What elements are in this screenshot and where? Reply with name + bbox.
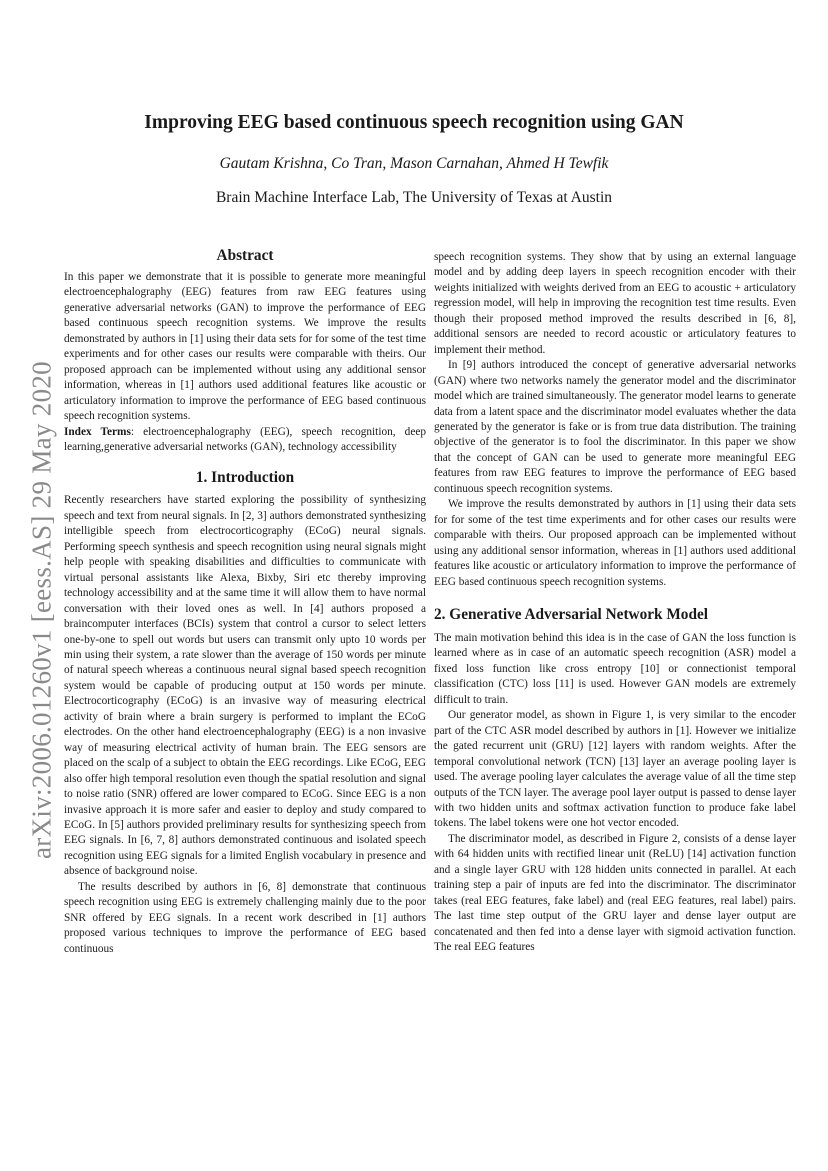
arxiv-identifier: arXiv:2006.01260v1 [eess.AS] 29 May 2020 [26,361,57,859]
paper-header [0,112,828,207]
gan-section-heading: 2. Generative Adversarial Network Model [434,605,709,623]
affiliation: Brain Machine Interface Lab, The University of Texas at Austin [215,189,613,206]
gan-paragraph-3: The discriminator model, as described in Figure 2, consists of a dense layer with 64 hidden units with rectified linear unit (ReLU) [14] activation function and a single layer GRU with 128 hidden units connected in parallel. At each training step a pair of inputs are fed into the discriminator. The discriminator takes (real EEG features, fake label) and (real EEG features, real label) pairs. The last time step output of the GRU layer and dense layer output are concatenated and then fed into a dense layer with sigmoid activation function. The real EEG features [434,832,796,954]
intro-paragraph-1: Recently researchers have started exploring the possibility of synthesizing speech and text from neural signals. In [2, 3] authors demonstrated synthesizing intelligible speech from electrocorticography (ECoG) neural signals. Performing speech synthesis and speech recognition using neural signals might help people with speaking disabilities and difficulties to communicate with virtual personal assistants like Alexa, Bixby, Siri etc thereby improving technology accessibility and at the same time it will allow them to have normal conversation with their loved ones as well. In [4] authors proposed a braincomputer interfaces (BCIs) system that control a cursor to select letters one-by-one to spell out words but users can transmit only upto 10 words per min using their system, a rate slower than the average of 150 words per minute of natural speech whereas a continuous neural signal based speech recognition system would be capable of producing output at 150 words per minute. Electrocorticography (ECoG) is an invasive way of measuring electrical activity of brain where a brain surgery is performed to implant the ECoG electrodes. On the other hand electroencephalography (EEG) is a non invasive way of measuring electrical activity of human brain. The EEG sensors are placed on the scalp of a subject to obtain the EEG recordings. Like ECoG, EEG also offer high temporal resolution even though the spatial resolution and signal to noise ratio (SNR) offered are lower compared to ECoG. Since EEG is a non invasive approach it is more safer and easier to deploy and study compared to ECoG. In [5] authors provided preliminary results for synthesizing speech from EEG signals. In [6, 7, 8] authors demonstrated continuous and isolated speech recognition using EEG signals for a limited English vocabulary in presence and absence of background noise. [64,494,426,878]
paper-title: Improving EEG based continuous speech recognition using GAN [144,112,684,133]
intro-paragraph-5: We improve the results demonstrated by authors in [1] using their data sets for for some of the test time experiments and for other cases our results were comparable with theirs. Our proposed approach can be implemented without using any additional sensor information, whereas in [1] authors used additional features like acoustic or articulatory information to improve the performance of EEG based continuous speech recognition systems. [434,498,796,588]
index-terms-label: Index Terms [64,425,131,438]
gan-paragraph-1: The main motivation behind this idea is in the case of GAN the loss function is learned where as in case of an automatic speech recognition (ASR) model a fixed loss function like cross entropy [10] or connectionist temporal classification (CTC) loss [11] is used. However GAN models are extremely difficult to train. [434,631,796,706]
intro-paragraph-4: In [9] authors introduced the concept of generative adversarial networks (GAN) where two networks namely the generator model and the discriminator model which are trained simultaneously. The generator model learns to generate data from a latent space and the discriminator model evaluates whether the data generated by the generator is fake or is from true data distribution. The training objective of the generator is to fool the discriminator. In this paper we show that the concept of GAN can be used to generate more meaningful EEG features from raw EEG features to improve the performance of EEG based continuous speech recognition systems. [434,359,796,495]
arxiv-sidebar [22,340,62,880]
right-column [434,250,796,955]
gan-paragraph-2: Our generator model, as shown in Figure 1, is very similar to the encoder part of the CTC ASR model described by authors in [1]. However we initialize the gated recurrent unit (GRU) [12] layers with random weights. After the temporal convolutional network (TCN) [13] layer an average pooling layer is used. The average pooling layer calculates the average value of all the time step outputs of the TCN layer. The average pool layer output is passed to dense layer with two hidden units and softmax activation function to produce fake label tokens. The label tokens were one hot vector encoded. [434,709,796,830]
index-terms [64,425,426,456]
index-terms-text: : electroencephalography (EEG), speech recognition, deep learning,generative adversarial networks (GAN), technology accessibility [64,425,427,453]
introduction-heading: 1. Introduction [195,469,295,487]
abstract-body: In this paper we demonstrate that it is possible to generate more meaningful electroencephalography (EEG) features from raw EEG features using generative adversarial networks (GAN) to improve the performance of EEG based continuous speech recognition systems. We improve the results demonstrated by authors in [1] using their data sets for for some of the test time experiments and for other cases our results were comparable with theirs. Our proposed approach can be implemented without using any additional sensor information, whereas in [1] authors used additional features like acoustic or articulatory information to improve the performance of EEG based continuous speech recognition systems. [64,271,426,423]
abstract-heading: Abstract [216,247,274,264]
intro-paragraph-3: speech recognition systems. They show that by using an external language model and by adding deep layers in speech recognition encoder with their weights initialized with weights derived from an EEG to acoustic + articulatory regression model, will help in improving the recognition test time results. Even though their proposed method improved the results described in [6, 8], additional sensors are needed to record acoustic or articulatory features to implement their method. [434,251,796,356]
intro-paragraph-2: The results described by authors in [6, 8] demonstrate that continuous speech recognition using EEG is extremely challenging mainly due to the poor SNR offered by EEG signals. In a recent work described in [1] authors proposed various techniques to improve the performance of EEG based continuous [64,880,426,955]
left-column [64,246,426,957]
author-list: Gautam Krishna, Co Tran, Mason Carnahan, Ahmed H Tewfik [219,155,609,172]
